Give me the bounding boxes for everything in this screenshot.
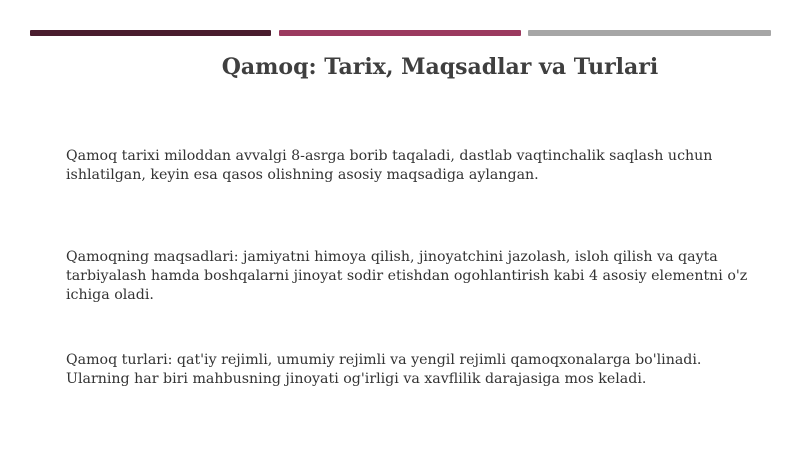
slide-title: Qamoq: Tarix, Maqsadlar va Turlari — [221, 54, 659, 80]
paragraph-types: Qamoq turlari: qat'iy rejimli, umumiy rejimli va yengil rejimli qamoqxonalarga bo'linadi. Ularning har biri mahbusning jinoyati og'irligi va xavflilik darajasiga mos keladi. — [66, 352, 702, 387]
accent-bar-magenta — [279, 30, 521, 36]
accent-bar-gray — [528, 30, 771, 36]
paragraph-goals: Qamoqning maqsadlari: jamiyatni himoya qilish, jinoyatchini jazolash, isloh qilish va qayta tarbiyalash hamda boshqalarni jinoyat sodir etishdan ogohlantirish kabi 4 asosiy elementni o'z ichiga oladi. — [66, 249, 748, 303]
paragraph-history: Qamoq tarixi miloddan avvalgi 8-asrga borib taqaladi, dastlab vaqtinchalik saqlash uchun ishlatilgan, keyin esa qasos olishning asosiy maqsadiga aylangan. — [66, 148, 713, 183]
accent-bar-dark — [30, 30, 271, 36]
